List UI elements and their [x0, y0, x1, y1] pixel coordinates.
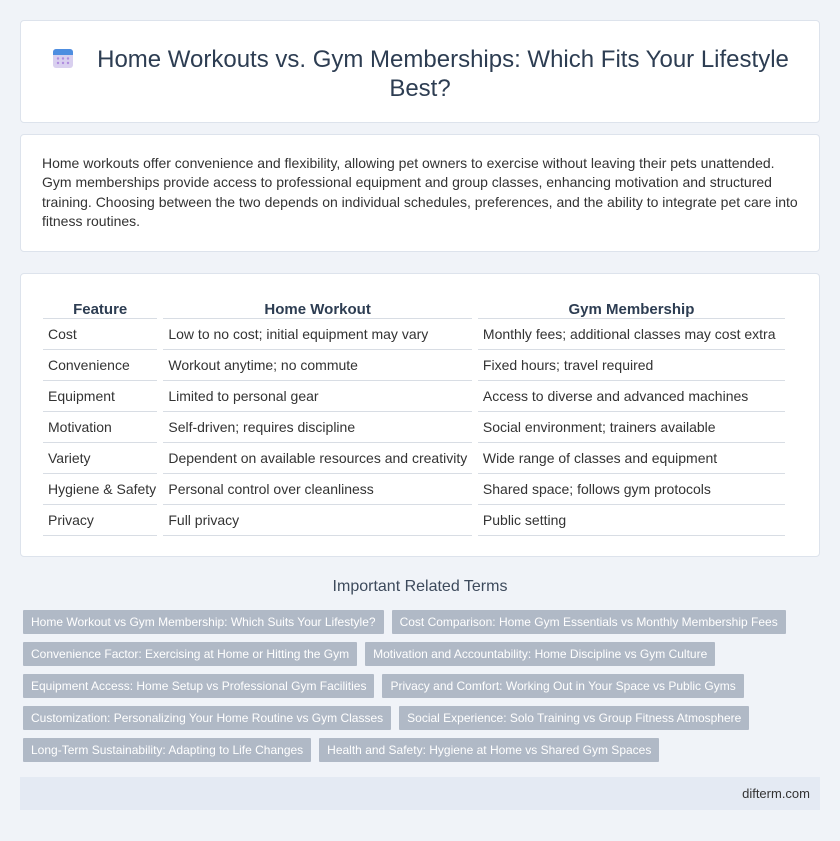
gym-membership-cell: Public setting: [478, 505, 785, 536]
gym-membership-cell: Access to diverse and advanced machines: [478, 381, 785, 412]
feature-cell: Hygiene & Safety: [43, 474, 157, 505]
feature-cell: Convenience: [43, 350, 157, 381]
table-row: [43, 319, 785, 350]
column-header-gym-membership: Gym Membership: [478, 296, 785, 319]
calendar-icon: [51, 46, 75, 70]
related-tags-row: [23, 738, 659, 762]
related-term-tag[interactable]: Convenience Factor: Exercising at Home or Hitting the Gym: [23, 642, 357, 666]
related-term-tag[interactable]: Privacy and Comfort: Working Out in Your Space vs Public Gyms: [382, 674, 743, 698]
related-tags-row: [23, 706, 749, 730]
comparison-table: [37, 296, 791, 536]
related-term-tag[interactable]: Long-Term Sustainability: Adapting to Life Changes: [23, 738, 311, 762]
gym-membership-cell: Monthly fees; additional classes may cost extra: [478, 319, 785, 350]
comparison-card: [20, 273, 820, 557]
feature-cell: Motivation: [43, 412, 157, 443]
home-workout-cell: Workout anytime; no commute: [163, 350, 472, 381]
feature-cell: Cost: [43, 319, 157, 350]
title-card: [20, 20, 820, 123]
related-tags-row: [23, 610, 786, 634]
home-workout-cell: Self-driven; requires discipline: [163, 412, 472, 443]
page-title: Home Workouts vs. Gym Memberships: Which Fits Your Lifestyle Best?: [97, 46, 789, 102]
related-tags-row: [23, 642, 715, 666]
table-row: [43, 505, 785, 536]
footer-site-link[interactable]: difterm.com: [742, 786, 810, 801]
home-workout-cell: Limited to personal gear: [163, 381, 472, 412]
home-workout-cell: Personal control over cleanliness: [163, 474, 472, 505]
column-header-feature: Feature: [43, 296, 157, 319]
related-term-tag[interactable]: Equipment Access: Home Setup vs Professional Gym Facilities: [23, 674, 374, 698]
feature-cell: Variety: [43, 443, 157, 474]
related-term-tag[interactable]: Customization: Personalizing Your Home Routine vs Gym Classes: [23, 706, 391, 730]
table-row: [43, 412, 785, 443]
table-row: [43, 350, 785, 381]
gym-membership-cell: Wide range of classes and equipment: [478, 443, 785, 474]
gym-membership-cell: Shared space; follows gym protocols: [478, 474, 785, 505]
related-term-tag[interactable]: Motivation and Accountability: Home Discipline vs Gym Culture: [365, 642, 715, 666]
related-term-tag[interactable]: Home Workout vs Gym Membership: Which Suits Your Lifestyle?: [23, 610, 384, 634]
page-title-wrapper: [21, 45, 819, 103]
intro-paragraph: Home workouts offer convenience and flexibility, allowing pet owners to exercise without leaving their pets unattended. Gym memberships provide access to professional equipment and group classes, enhancing motivation and structured training. Choosing between the two depends on individual schedules, preferences, and the ability to integrate pet care into fitness routines.: [42, 155, 798, 229]
home-workout-cell: Low to no cost; initial equipment may vary: [163, 319, 472, 350]
home-workout-cell: Dependent on available resources and creativity: [163, 443, 472, 474]
related-terms-heading: Important Related Terms: [332, 578, 508, 595]
footer: [20, 777, 820, 810]
column-header-home-workout: Home Workout: [163, 296, 472, 319]
feature-cell: Equipment: [43, 381, 157, 412]
gym-membership-cell: Social environment; trainers available: [478, 412, 785, 443]
related-tags-row: [23, 674, 744, 698]
related-term-tag[interactable]: Health and Safety: Hygiene at Home vs Shared Gym Spaces: [319, 738, 659, 762]
feature-cell: Privacy: [43, 505, 157, 536]
gym-membership-cell: Fixed hours; travel required: [478, 350, 785, 381]
table-row: [43, 443, 785, 474]
intro-card: [20, 134, 820, 252]
table-row: [43, 474, 785, 505]
home-workout-cell: Full privacy: [163, 505, 472, 536]
table-row: [43, 381, 785, 412]
table-header-row: [43, 296, 785, 319]
related-term-tag[interactable]: Social Experience: Solo Training vs Group Fitness Atmosphere: [399, 706, 749, 730]
related-term-tag[interactable]: Cost Comparison: Home Gym Essentials vs Monthly Membership Fees: [392, 610, 786, 634]
